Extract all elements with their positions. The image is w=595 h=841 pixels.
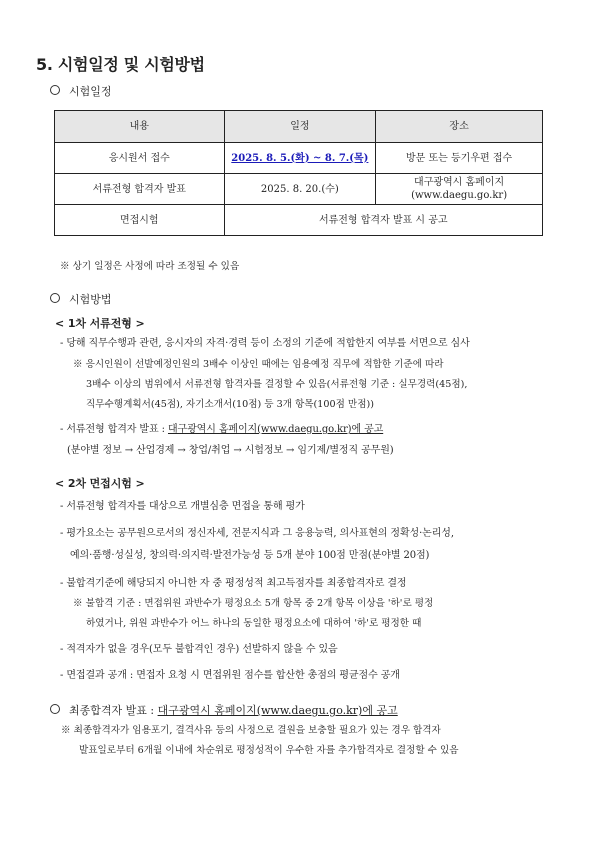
row-place xyxy=(376,174,543,205)
stage2-line1: - 서류전형 합격자를 대상으로 개별심층 면접을 통해 평가 xyxy=(60,501,305,512)
stage1-path: (분야별 정보 → 산업경제 → 창업/취업 → 시험정보 → 임기제/별정직 공무원) xyxy=(67,445,394,456)
announce-link[interactable]: 대구광역시 홈페이지(www.daegu.go.kr)에 공고 xyxy=(167,424,384,435)
stage1-announce xyxy=(60,420,383,435)
stage2-note1: ※ 불합격 기준 : 면접위원 과반수가 평정요소 5개 항목 중 2개 항목 이상을 '하'로 평정 xyxy=(73,598,434,609)
circle-bullet-icon xyxy=(50,704,60,714)
stage1-note3: 직무수행계획서(45점), 자기소개서(10점) 등 3개 항목(100점 만점)) xyxy=(86,399,374,410)
header-cell-place: 장소 xyxy=(376,111,543,143)
table-header-row xyxy=(55,111,543,143)
stage2-line3: - 불합격기준에 해당되지 아니한 자 중 평정성적 최고득점자를 최종합격자로 결정 xyxy=(60,578,407,589)
method-subheading xyxy=(50,291,112,307)
place-line-2: (www.daegu.go.kr) xyxy=(411,190,508,201)
stage2-title: < 2차 면접시험 > xyxy=(55,477,145,490)
table-row xyxy=(55,174,543,205)
circle-bullet-icon xyxy=(50,293,60,303)
row-item: 응시원서 접수 xyxy=(55,143,225,174)
header-cell-content: 내용 xyxy=(55,111,225,143)
application-date: 2025. 8. 5.(화) ~ 8. 7.(목) xyxy=(231,152,369,164)
row-date xyxy=(224,143,376,174)
stage1-title: < 1차 서류전형 > xyxy=(55,317,145,330)
row-item: 서류전형 합격자 발표 xyxy=(55,174,225,205)
stage1-note1: ※ 응시인원이 선발예정인원의 3배수 이상인 때에는 임용예정 직무에 적합한 기준에 따라 xyxy=(73,359,444,370)
stage1-note2: 3배수 이상의 범위에서 서류전형 합격자를 결정할 수 있음(서류전형 기준 : 실무경력(45점), xyxy=(86,379,468,390)
schedule-label: 시험일정 xyxy=(69,85,112,98)
stage2-line4: - 적격자가 없을 경우(모두 불합격인 경우) 선발하지 않을 수 있음 xyxy=(60,644,338,655)
section-heading: 5. 시험일정 및 시험방법 xyxy=(36,55,205,74)
stage2-note2: 하였거나, 위원 과반수가 어느 하나의 동일한 평정요소에 대하여 '하'로 평정한 때 xyxy=(86,618,422,629)
row-item: 면접시험 xyxy=(55,205,225,236)
row-place: 방문 또는 등기우편 접수 xyxy=(376,143,543,174)
schedule-note: ※ 상기 일정은 사정에 따라 조정될 수 있음 xyxy=(60,261,240,272)
stage1-line1: - 당해 직무수행과 관련, 응시자의 자격·경력 등이 소정의 기준에 적합한지 여부를 서면으로 심사 xyxy=(60,338,470,349)
stage2-line5: - 면접결과 공개 : 면접자 요청 시 면접위원 점수를 합산한 총점의 평균점수 공개 xyxy=(60,670,400,681)
stage2-line2a: - 평가요소는 공무원으로서의 정신자세, 전문지식과 그 응용능력, 의사표현의 정확성·논리성, xyxy=(60,528,454,539)
row-date: 2025. 8. 20.(수) xyxy=(224,174,376,205)
circle-bullet-icon xyxy=(50,85,60,95)
stage2-line2b: 예의·품행·성실성, 창의력·의지력·발전가능성 등 5개 분야 100점 만점(분야별 20점) xyxy=(70,550,430,561)
place-line-1: 대구광역시 홈페이지 xyxy=(414,177,505,188)
final-link[interactable]: 대구광역시 홈페이지(www.daegu.go.kr)에 공고 xyxy=(157,704,398,717)
announce-prefix: - 서류전형 합격자 발표 : xyxy=(60,424,168,435)
final-prefix: 최종합격자 발표 : xyxy=(69,704,158,717)
header-cell-date: 일정 xyxy=(224,111,376,143)
final-announce xyxy=(50,702,398,718)
table-row xyxy=(55,205,543,236)
row-merged: 서류전형 합격자 발표 시 공고 xyxy=(224,205,542,236)
schedule-subheading xyxy=(50,83,112,99)
table-row xyxy=(55,143,543,174)
method-label: 시험방법 xyxy=(69,293,112,306)
final-note2: 발표일로부터 6개월 이내에 차순위로 평정성적이 우수한 자를 추가합격자로 결정할 수 있음 xyxy=(79,745,459,756)
final-note1: ※ 최종합격자가 임용포기, 결격사유 등의 사정으로 결원을 보충할 필요가 있는 경우 합격자 xyxy=(61,725,441,736)
schedule-table xyxy=(54,110,543,236)
